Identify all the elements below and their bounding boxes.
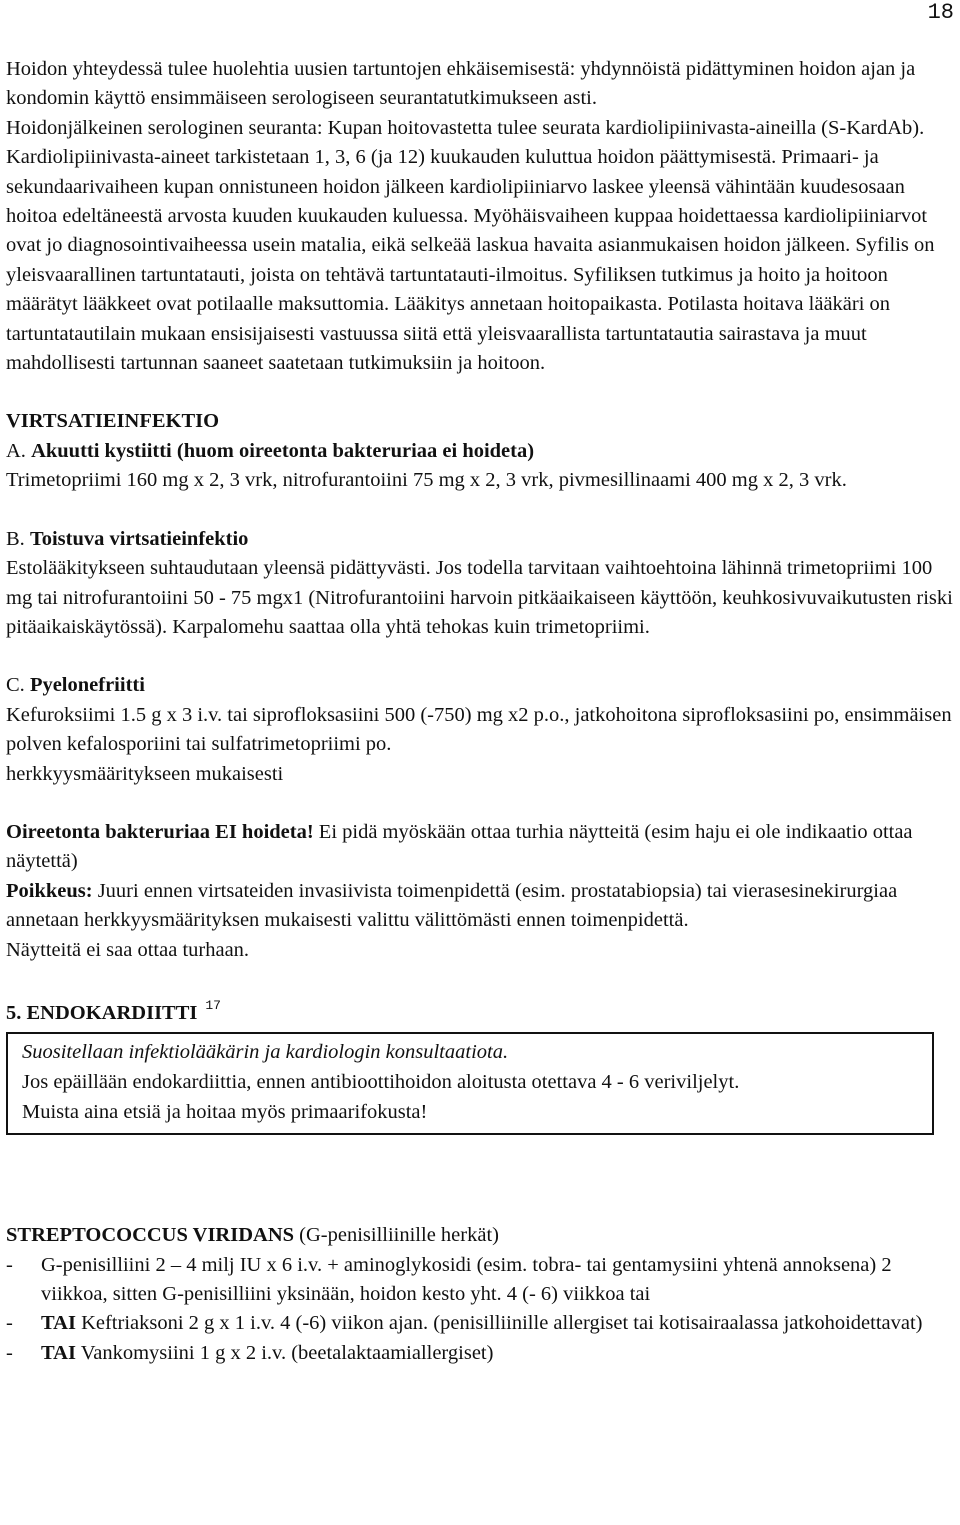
list-item: - TAI Vankomysiini 1 g x 2 i.v. (beetalaktaamiallergiset) [6,1341,494,1364]
reference-superscript: 17 [205,997,221,1013]
asymptomatic-bacteriuria-note: Oireetonta bakteruriaa EI hoideta! Ei pidä myöskään ottaa turhia näytteitä (esim haju ei ole indikaatio ottaa näytettä) [6,820,913,873]
section-heading-endocarditis: 5. ENDOKARDIITTI $^{17}$ [6,997,221,1024]
page-number: 18 [927,0,954,25]
box-line-primary-focus: Muista aina etsiä ja hoitaa myös primaarifokusta! [22,1100,428,1123]
document-body [6,55,954,1368]
list-item: - G-penisilliini 2 – 4 milj IU x 6 i.v. + aminoglykosidi (esim. tobra- tai gentamysiini yhtenä annoksena) 2 viikkoa, sitten G-penisilliini yksinään, hoidon kesto yht. 4 (- 6) viikkoa tai [6,1253,892,1305]
strep-viridans-heading: STREPTOCOCCUS VIRIDANS (G-penisilliinille herkät) [6,1224,499,1247]
box-line-blood-cultures: Jos epäillään endokardiittia, ennen antibioottihoidon aloitusta otettava 4 - 6 veriviljelyt. [22,1070,740,1093]
uti-subsection-b-title: B. Toistuva virtsatieinfektio [6,527,249,550]
syphilis-paragraph-1: Hoidon yhteydessä tulee huolehtia uusien tartuntojen ehkäisemisestä: yhdynnöistä pidättyminen hoidon ajan ja kondomin käyttö ensimmäiseen serologiseen seurantatutkimukseen asti. [6,58,916,110]
consultation-box [6,1032,934,1135]
box-line-consultation: Suositellaan infektiolääkärin ja kardiologin konsultaatiota. [22,1041,509,1064]
exception-note: Poikkeus: Juuri ennen virtsateiden invasiivista toimenpidettä (esim. prostatabiopsia) tai vierasesinekirurgiaa annetaan herkkyysmäärityksen mukaisesti valittu välittömästi ennen toimenpidettä. [6,879,898,932]
treatment-list [6,1251,954,1369]
list-item: - TAI Keftriaksoni 2 g x 1 i.v. 4 (-6) viikon ajan. (penisilliinille allergiset tai kotisairaalassa jatkohoidettavat) [6,1312,923,1335]
uti-subsection-c-text: Kefuroksiimi 1.5 g x 3 i.v. tai siprofloksasiini 500 (-750) mg x2 p.o., jatkohoitona siprofloksasiini po, ensimmäisen polven kefalosporiini tai sulfatrimetopriimi po. [6,703,952,756]
no-samples-note: Näytteitä ei saa ottaa turhaan. [6,938,250,961]
uti-subsection-b-text: Estolääkitykseen suhtaudutaan yleensä pidättyvästi. Jos todella tarvitaan vaihtoehtoina lähinnä trimetopriimi 100 mg tai nitrofurantoiini 50 - 75 mgx1 (Nitrofurantoiini harvoin pitkäaikaiseen käyttöön, keuhkosivuvaikutusten riski pitäaikaiskäytössä). Karpalomehu saattaa olla yhtä tehokas kuin trimetopriimi. [6,557,953,638]
uti-subsection-c-note: herkkyysmääritykseen mukaisesti [6,762,284,785]
uti-subsection-c-title: C. Pyelonefriitti [6,674,145,697]
uti-subsection-a-text: Trimetopriimi 160 mg x 2, 3 vrk, nitrofurantoiini 75 mg x 2, 3 vrk, pivmesillinaami 400 mg x 2, 3 vrk. [6,469,847,492]
uti-subsection-a-title: A. Akuutti kystiitti (huom oireetonta bakteruriaa ei hoideta) [6,439,535,462]
syphilis-paragraph-2: Hoidonjälkeinen serologinen seuranta: Kupan hoitovastetta tulee seurata kardiolipiinivasta-aineilla (S-KardAb). Kardiolipiinivasta-aineet tarkistetaan 1, 3, 6 (ja 12) kuukauden kuluttua hoidon päättymisestä. Primaari- ja sekundaarivaiheen kupan onnistuneen hoidon jälkeen kardiolipiiniarvo laskee yleensä vähintään kuudesosaan hoitoa edeltäneestä arvosta kuuden kuukauden kuluessa. Myöhäisvaiheen kuppaa hoidettaessa kardiolipiiniarvot ovat jo diagnosointivaiheessa usein matalia, eikä selkeää laskua havaita asianmukaisen hoidon jälkeen. Syfilis on yleisvaarallinen tartuntatauti, joista on tehtävä tartuntatauti-ilmoitus. Syfiliksen tutkimus ja hoito ja hoitoon määrätyt lääkkeet ovat potilaalle maksuttomia. Lääkitys annetaan hoitopaikasta. Potilasta hoitava lääkäri on tartuntatautilain mukaan ensisijaisesti vastuussa siitä että yleisvaarallista tartuntatautia sairastava ja muut mahdollisesti tartunnan saaneet saatetaan tutkimuksiin ja hoitoon. [6,116,935,375]
section-heading-uti: VIRTSATIEINFEKTIO [6,410,220,433]
